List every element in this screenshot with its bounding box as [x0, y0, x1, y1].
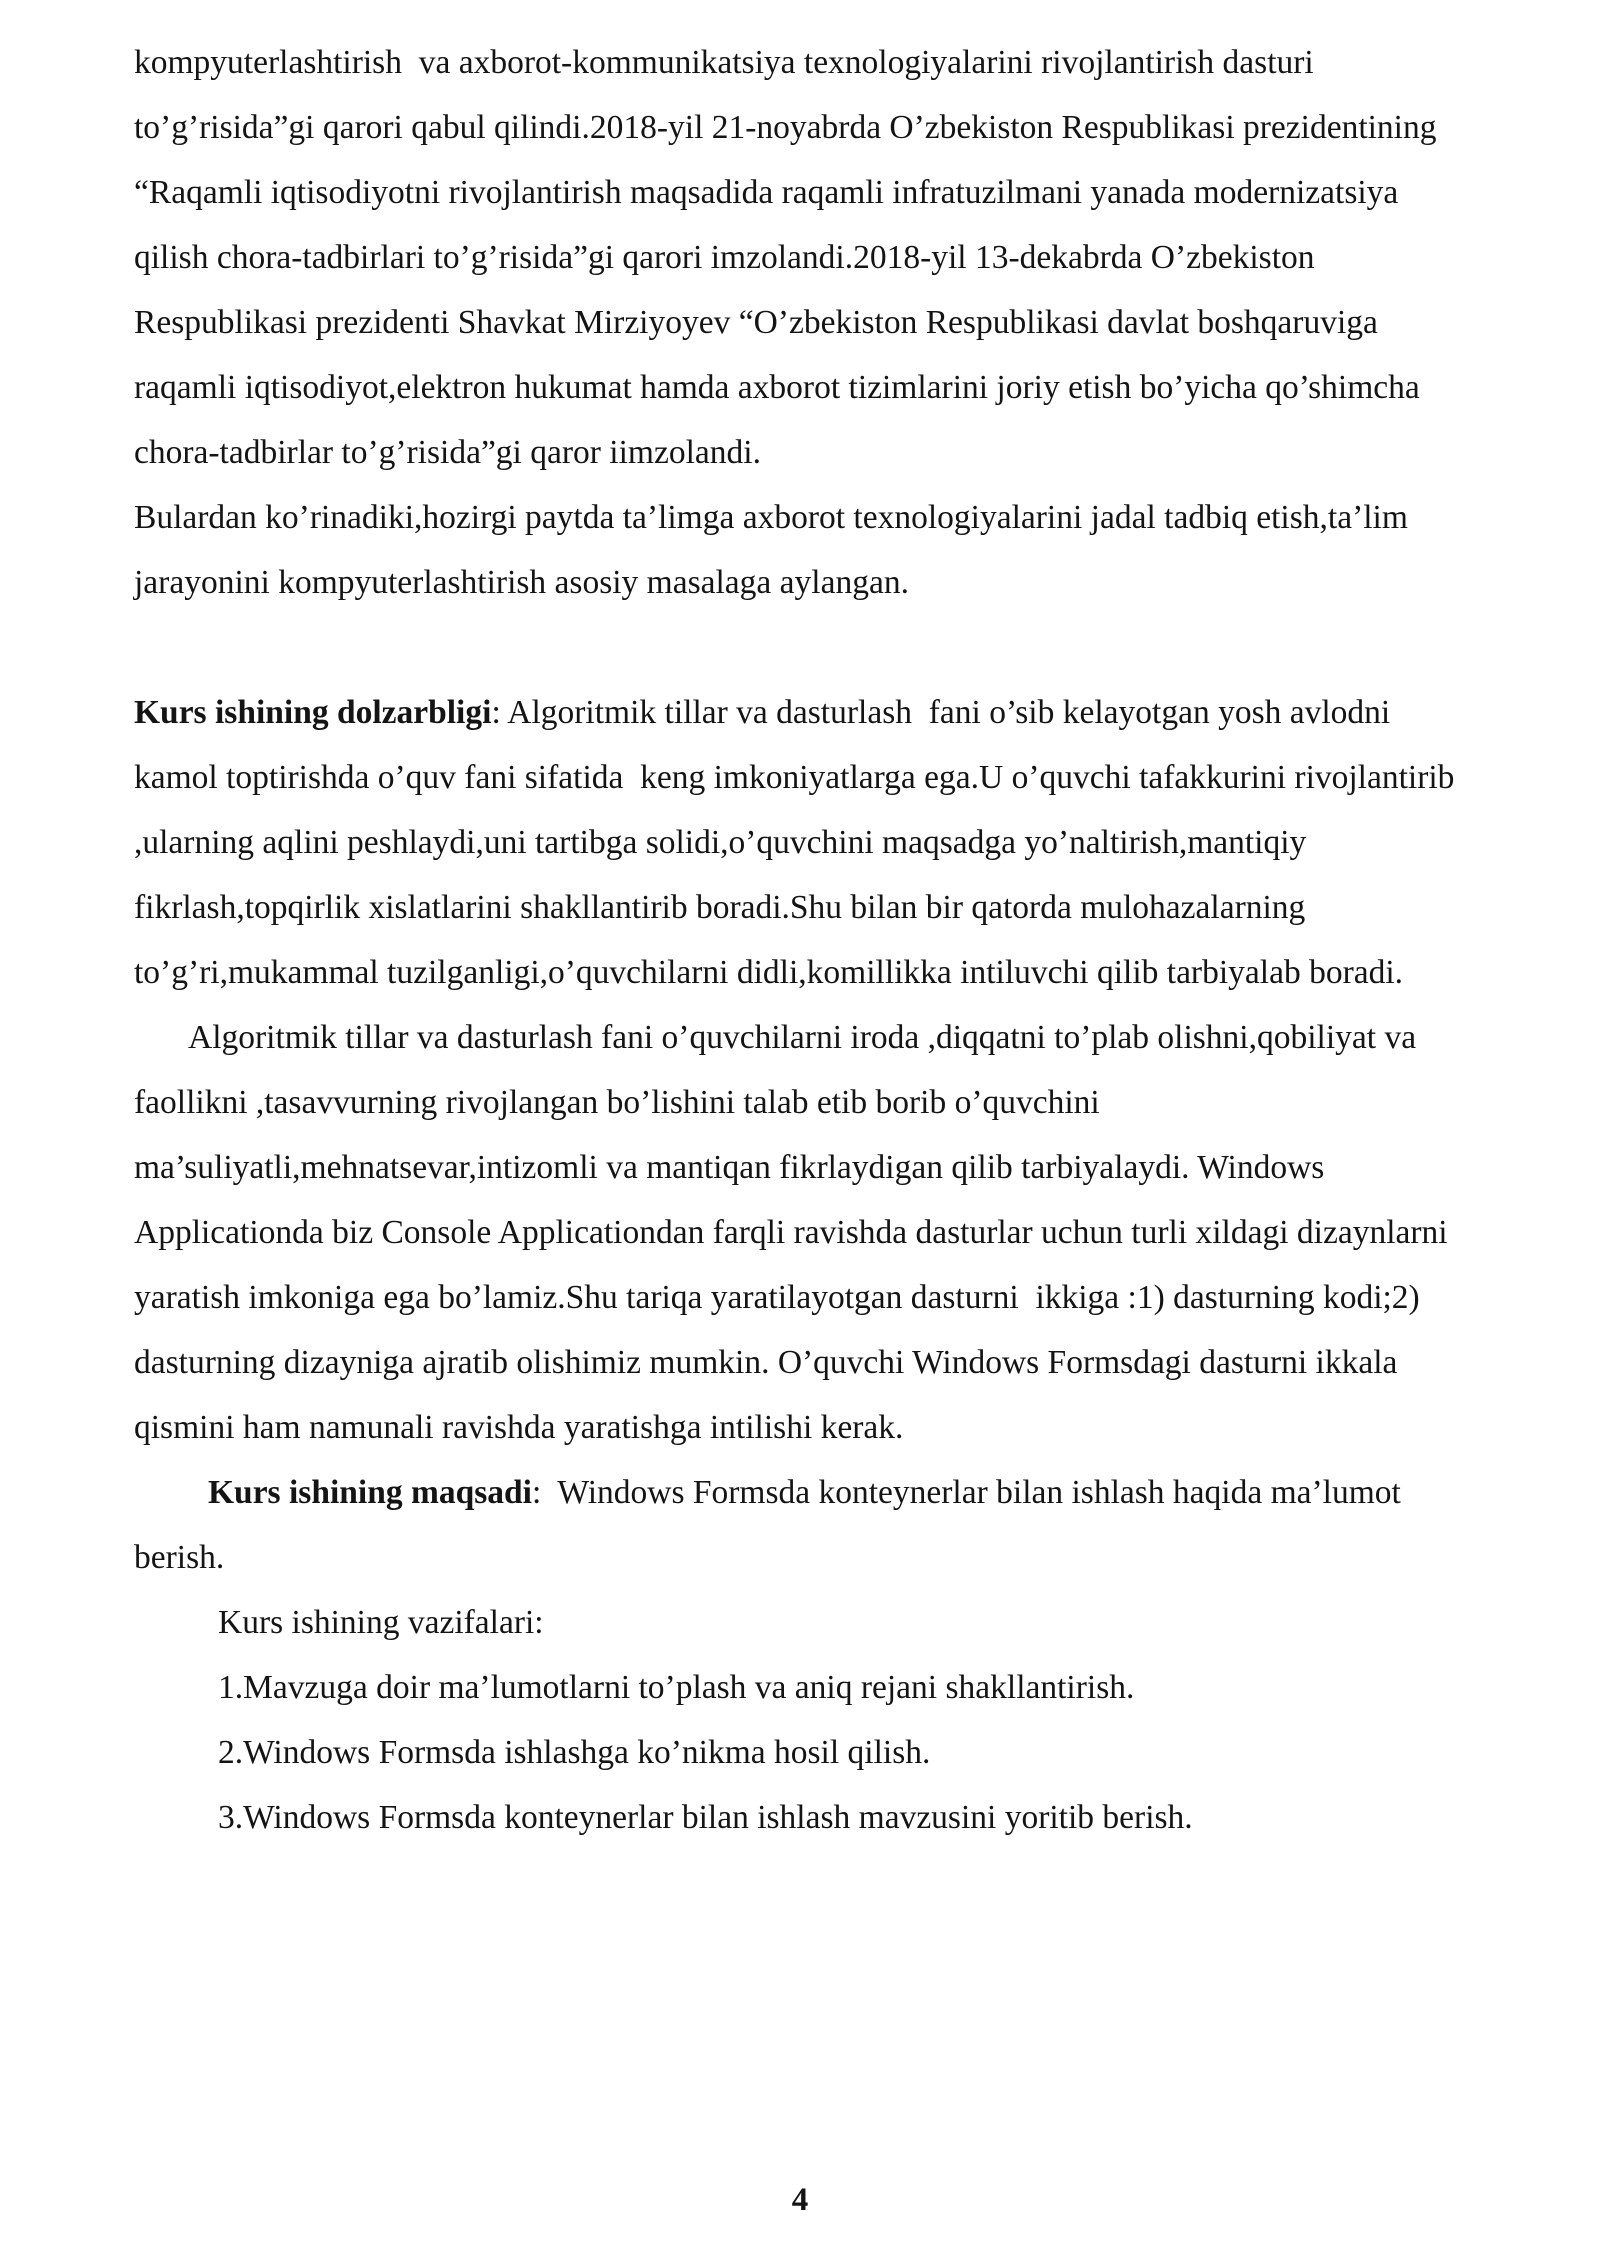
relevance-heading: Kurs ishining dolzarbligi [134, 694, 492, 731]
tasks-title: Kurs ishining vazifalari: [218, 1604, 544, 1641]
paragraph-relevance [134, 680, 1474, 1005]
relevance-text: : Algoritmik tillar va dasturlash fani o’sib kelayotgan yosh avlodni kamol toptirishda o’quv fani sifatida keng imkoniyatlarga ega.U o’quvchi tafakkurini rivojlantirib ,ularning aqlini peshlaydi,uni tartibga solidi,o’quvchini maqsadga yo’naltirish,mantiqiy fikrlash,topqirlik xislatlarini shakllantirib boradi.Shu bilan bir qatorda mulohazalarning to’g’ri,mukammal tuzilganligi,o’quvchilarni didli,komillikka intiluvchi qilib tarbiyalab boradi. [134, 694, 1463, 991]
paragraph-goal [134, 1460, 1474, 1590]
task-item-3: 3.Windows Formsda konteynerlar bilan ishlash mavzusini yoritib berish. [218, 1799, 1193, 1836]
paragraph-conclusion: Bulardan ko’rinadiki,hozirgi paytda ta’limga axborot texnologiyalarini jadal tadbiq etish,ta’lim jarayonini kompyuterlashtirish asosiy masalaga aylangan. [134, 499, 1417, 601]
paragraph-decrees: kompyuterlashtirish va axborot-kommunikatsiya texnologiyalarini rivojlantirish dasturi to’g’risida”gi qarori qabul qilindi.2018-yil 21-noyabrda O’zbekiston Respublikasi prezidentining “Raqamli iqtisodiyotni rivojlantirish maqsadida raqamli infratuzilmani yanada modernizatsiya qilish chora-tadbirlari to’g’risida”gi qarori imzolandi.2018-yil 13-dekabrda O’zbekiston Respublikasi prezidenti Shavkat Mirziyoyev “O’zbekiston Respublikasi davlat boshqaruviga raqamli iqtisodiyot,elektron hukumat hamda axborot tizimlarini joriy etish bo’yicha qo’shimcha chora-tadbirlar to’g’risida”gi qaror iimzolandi. [134, 44, 1445, 471]
task-item-2: 2.Windows Formsda ishlashga ko’nikma hosil qilish. [218, 1734, 931, 1771]
task-item-1: 1.Mavzuga doir ma’lumotlarni to’plash va aniq rejani shakllantirish. [218, 1669, 1135, 1706]
paragraph-algorithmic-languages: Algoritmik tillar va dasturlash fani o’quvchilarni iroda ,diqqatni to’plab olishni,qobiliyat va faollikni ,tasavvurning rivojlangan bo’lishini talab etib borib o’quvchini ma’suliyatli,mehnatsevar,intizomli va mantiqan fikrlaydigan qilib tarbiyalaydi. Windows Applicationda biz Console Applicationdan farqli ravishda dasturlar uchun turli xildagi dizaynlarni yaratish imkoniga ega bo’lamiz.Shu tariqa yaratilayotgan dasturni ikkiga :1) dasturning kodi;2) dasturning dizayniga ajratib olishimiz mumkin. O’quvchi Windows Formsdagi dasturni ikkala qismini ham namunali ravishda yaratishga intilishi kerak. [134, 1019, 1456, 1446]
page-number: 4 [791, 2182, 809, 2218]
document-page [134, 30, 1474, 1850]
goal-text: : Windows Formsda konteynerlar bilan ishlash haqida ma’lumot berish. [134, 1474, 1410, 1576]
goal-heading: Kurs ishining maqsadi [208, 1474, 532, 1511]
